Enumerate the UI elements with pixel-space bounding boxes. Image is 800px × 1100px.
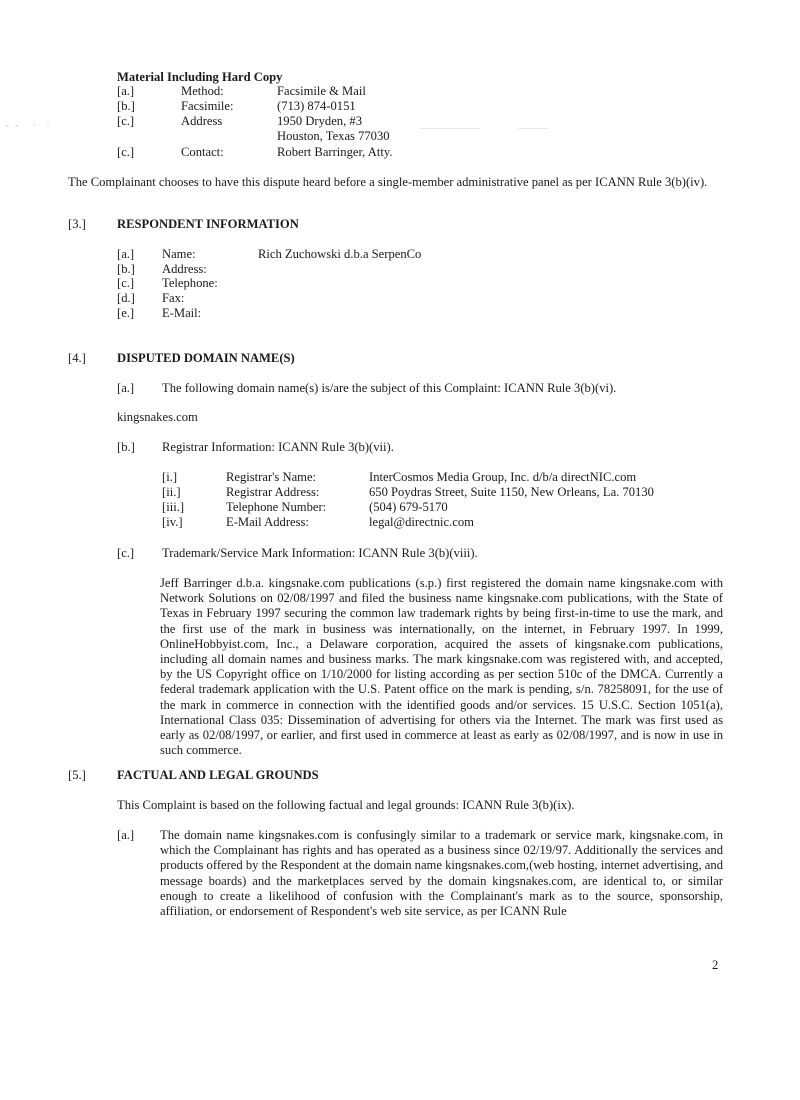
- scan-artifact: - - · ·: [6, 120, 52, 130]
- section-number: [5.]: [68, 768, 86, 782]
- contact-row-label: [b.]: [117, 99, 135, 113]
- registrar-row-label: [ii.]: [162, 485, 181, 499]
- page-number: 2: [712, 958, 719, 972]
- respondent-row-value: Rich Zuchowski d.b.a SerpenCo: [258, 247, 422, 261]
- registrar-row-value: (504) 679-5170: [369, 500, 448, 514]
- respondent-row-label: [e.]: [117, 306, 135, 320]
- trademark-paragraph: Jeff Barringer d.b.a. kingsnake.com publications (s.p.) first registered the domain name kingsnake.com with Network Solutions on 02/08/1997 and filed the business name kingsnake.com publications, with the State of Texas in February 1997 securing the common law trademark rights by being first-in-time to use the mark, and the first use of the mark in business was internationally, on the internet, in February 1997. In 1999, OnlineHobbyist.com, Inc., a Delaware corporation, acquired the assets of kingsnake.com publications, including all domain names and business marks. The mark kingsnake.com was registered with, and accepted, by the US Copyright office on 1/10/2000 for listing according as per section 510c of the DMCA. Currently a federal trademark application with the U.S. Patent office on the mark is pending, s/n. 78258091, for the use of the mark in commerce in connection with the identified goods and/or services. 15 U.S.C. Section 1051(a), International Class 035: Dissemination of advertising for others via the Internet. The mark was first used as early as 02/08/1997, or earlier, and first used in commerce at least as early as 02/08/1997, and is now in use in such commerce.: [160, 576, 723, 758]
- item-label: [b.]: [117, 440, 135, 454]
- scan-artifact-line: [420, 128, 480, 129]
- contact-row-label: [c.]: [117, 145, 135, 159]
- contact-row-field: Contact:: [181, 145, 224, 159]
- section-number: [3.]: [68, 217, 86, 231]
- contact-row-label: [a.]: [117, 84, 135, 98]
- registrar-row-value: InterCosmos Media Group, Inc. d/b/a directNIC.com: [369, 470, 637, 484]
- scan-artifact-line: [518, 128, 548, 129]
- respondent-row-label: [b.]: [117, 262, 135, 276]
- registrar-row-field: E-Mail Address:: [226, 515, 309, 529]
- registrar-row-label: [i.]: [162, 470, 178, 484]
- respondent-row-field: Fax:: [162, 291, 185, 305]
- item-text: Registrar Information: ICANN Rule 3(b)(vii).: [162, 440, 394, 454]
- registrar-row-value: legal@directnic.com: [369, 515, 474, 529]
- contact-row-value: (713) 874-0151: [277, 99, 356, 113]
- registrar-row-field: Registrar's Name:: [226, 470, 317, 484]
- contact-row-field: Method:: [181, 84, 224, 98]
- registrar-row-label: [iv.]: [162, 515, 183, 529]
- disputed-domain: kingsnakes.com: [117, 410, 198, 424]
- contact-row-value: Houston, Texas 77030: [277, 129, 390, 143]
- item-text: The following domain name(s) is/are the subject of this Complaint: ICANN Rule 3(b)(vi).: [162, 381, 617, 395]
- section-title: FACTUAL AND LEGAL GROUNDS: [117, 768, 319, 782]
- item-label: [a.]: [117, 828, 135, 842]
- respondent-row-field: Name:: [162, 247, 196, 261]
- contact-heading: Material Including Hard Copy: [117, 70, 283, 84]
- section-title: RESPONDENT INFORMATION: [117, 217, 299, 231]
- respondent-row-label: [d.]: [117, 291, 135, 305]
- section-intro: This Complaint is based on the following factual and legal grounds: ICANN Rule 3(b)(ix).: [117, 798, 575, 812]
- respondent-row-label: [c.]: [117, 276, 135, 290]
- contact-row-value: Facsimile & Mail: [277, 84, 366, 98]
- contact-row-label: [c.]: [117, 114, 135, 128]
- respondent-row-field: E-Mail:: [162, 306, 202, 320]
- respondent-row-label: [a.]: [117, 247, 135, 261]
- item-label: [a.]: [117, 381, 135, 395]
- respondent-row-field: Address:: [162, 262, 207, 276]
- registrar-row-field: Registrar Address:: [226, 485, 320, 499]
- registrar-row-field: Telephone Number:: [226, 500, 327, 514]
- item-text: Trademark/Service Mark Information: ICANN Rule 3(b)(viii).: [162, 546, 478, 560]
- grounds-paragraph: The domain name kingsnakes.com is confusingly similar to a trademark or service mark, kingsnake.com, in which the Complainant has rights and has operated as a business since 02/19/97. Additionally the services and products offered by the Respondent at the domain name kingsnakes.com,(web hosting, internet advertising, and message boards) and the marketplaces served by the domain kingsnakes.com, are identical to, or similar enough to create a likelihood of confusion with the Complainant's mark as to the source, sponsorship, affiliation, or endorsement of Respondent's web site service, as per ICANN Rule: [160, 828, 723, 919]
- item-label: [c.]: [117, 546, 135, 560]
- section-title: DISPUTED DOMAIN NAME(S): [117, 351, 295, 365]
- respondent-row-field: Telephone:: [162, 276, 218, 290]
- contact-row-value: 1950 Dryden, #3: [277, 114, 362, 128]
- contact-row-field: Address: [181, 114, 223, 128]
- registrar-row-value: 650 Poydras Street, Suite 1150, New Orleans, La. 70130: [369, 485, 654, 499]
- panel-paragraph: The Complainant chooses to have this dispute heard before a single-member administrative panel as per ICANN Rule 3(b)(iv).: [68, 175, 708, 189]
- contact-row-value: Robert Barringer, Atty.: [277, 145, 393, 159]
- section-number: [4.]: [68, 351, 86, 365]
- contact-row-field: Facsimile:: [181, 99, 234, 113]
- registrar-row-label: [iii.]: [162, 500, 185, 514]
